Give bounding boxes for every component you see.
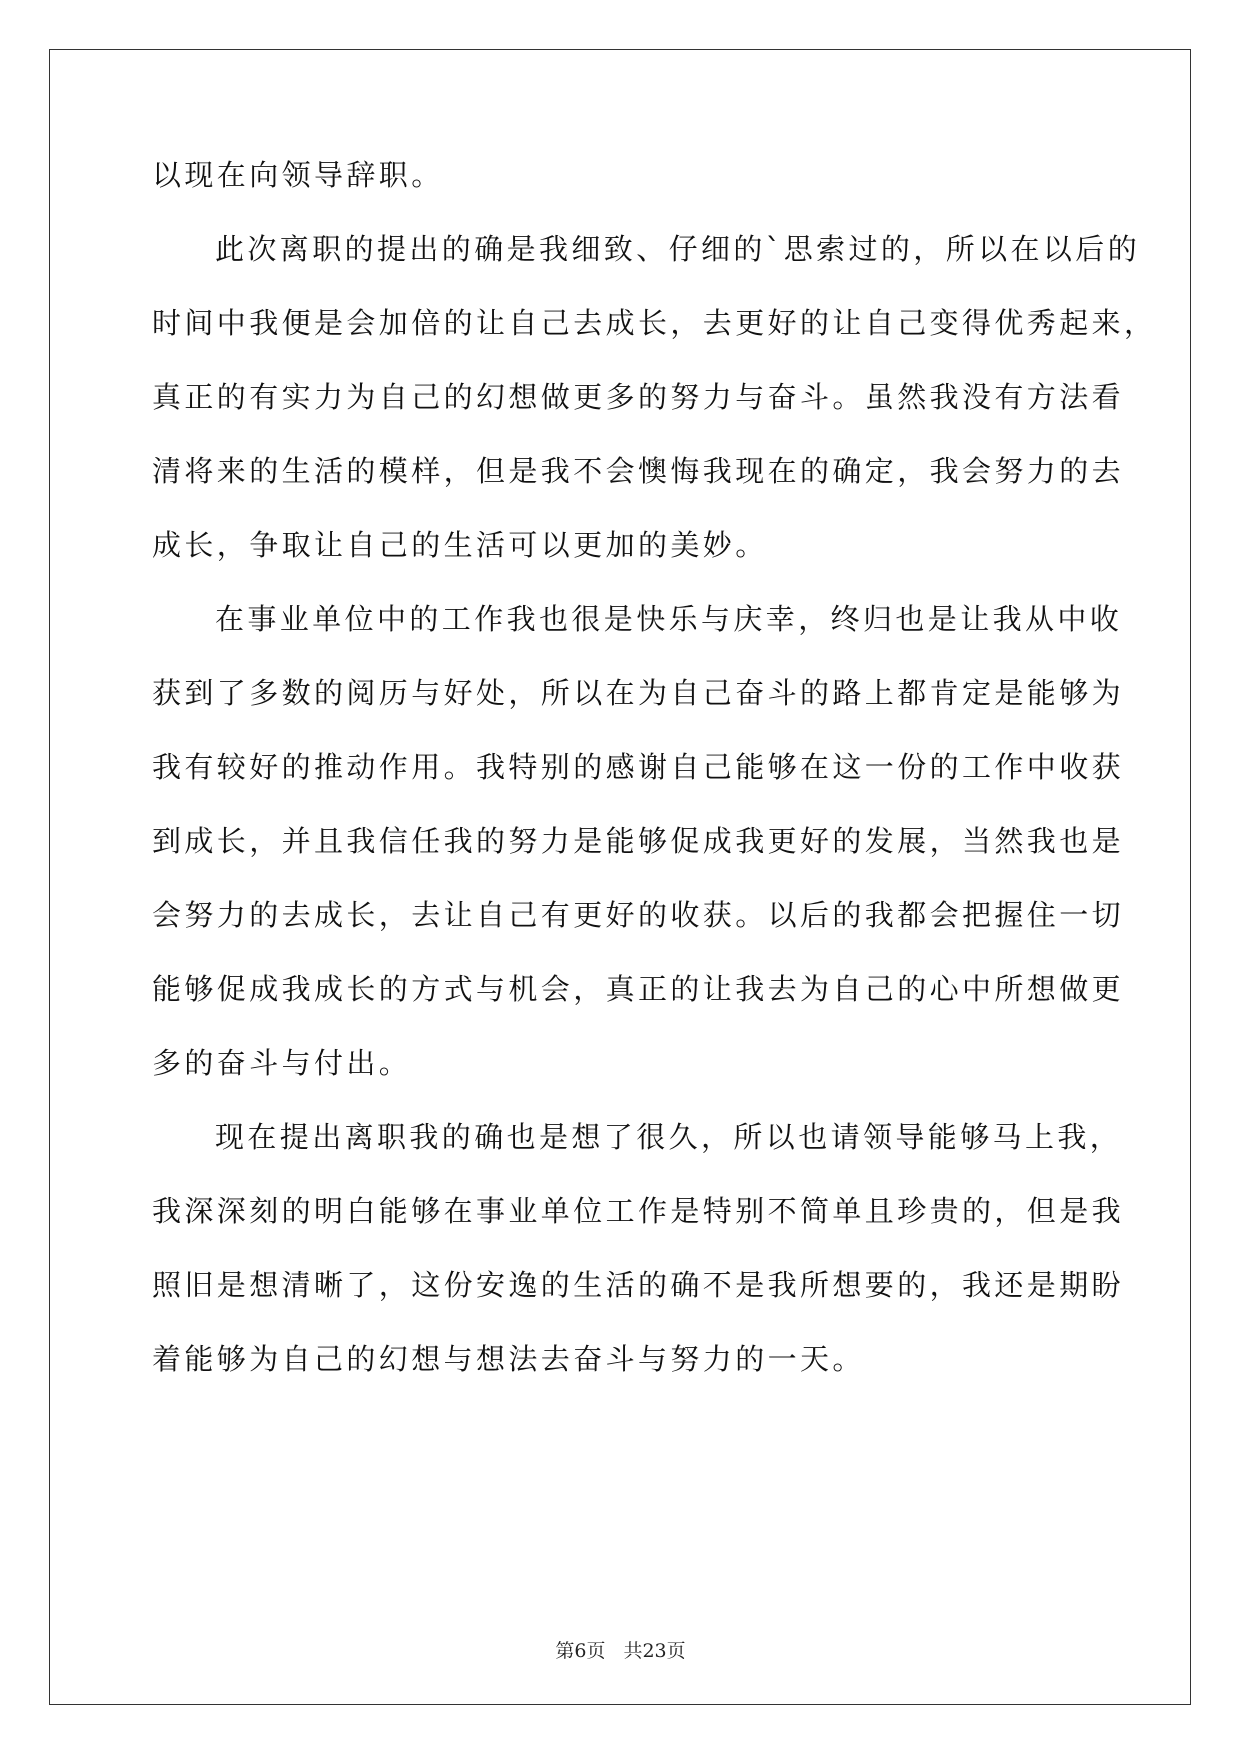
text-line: 会努力的去成长，去让自己有更好的收获。以后的我都会把握住一切 [152,898,1125,932]
text-line: 以现在向领导辞职。 [152,158,444,192]
text-line: 成长，争取让自己的生活可以更加的美妙。 [152,528,768,562]
paragraph-first-line: 此次离职的提出的确是我细致、仔细的`思索过的，所以在以后的 [215,232,1141,266]
text-line: 时间中我便是会加倍的让自己去成长，去更好的让自己变得优秀起来， [152,306,1157,340]
text-line: 真正的有实力为自己的幻想做更多的努力与奋斗。虽然我没有方法看 [152,380,1125,414]
text-line: 着能够为自己的幻想与想法去奋斗与努力的一天。 [152,1342,865,1376]
text-line: 到成长，并且我信任我的努力是能够促成我更好的发展，当然我也是 [152,824,1125,858]
text-line: 清将来的生活的模样，但是我不会懊悔我现在的确定，我会努力的去 [152,454,1125,488]
page-border [49,49,1191,1705]
text-line: 多的奋斗与付出。 [152,1046,412,1080]
text-line: 获到了多数的阅历与好处，所以在为自己奋斗的路上都肯定是能够为 [152,676,1125,710]
paragraph-first-line: 现在提出离职我的确也是想了很久，所以也请领导能够马上我， [215,1120,1123,1154]
paragraph-first-line: 在事业单位中的工作我也很是快乐与庆幸，终归也是让我从中收 [215,602,1123,636]
page-total: 共23页 [623,1640,686,1662]
text-line: 我有较好的推动作用。我特别的感谢自己能够在这一份的工作中收获 [152,750,1125,784]
page-number: 第6页 [555,1640,606,1662]
text-line: 照旧是想清晰了，这份安逸的生活的确不是我所想要的，我还是期盼 [152,1268,1125,1302]
text-line: 能够促成我成长的方式与机会，真正的让我去为自己的心中所想做更 [152,972,1125,1006]
page-footer [0,1636,1241,1663]
text-line: 我深深刻的明白能够在事业单位工作是特别不简单且珍贵的，但是我 [152,1194,1125,1228]
